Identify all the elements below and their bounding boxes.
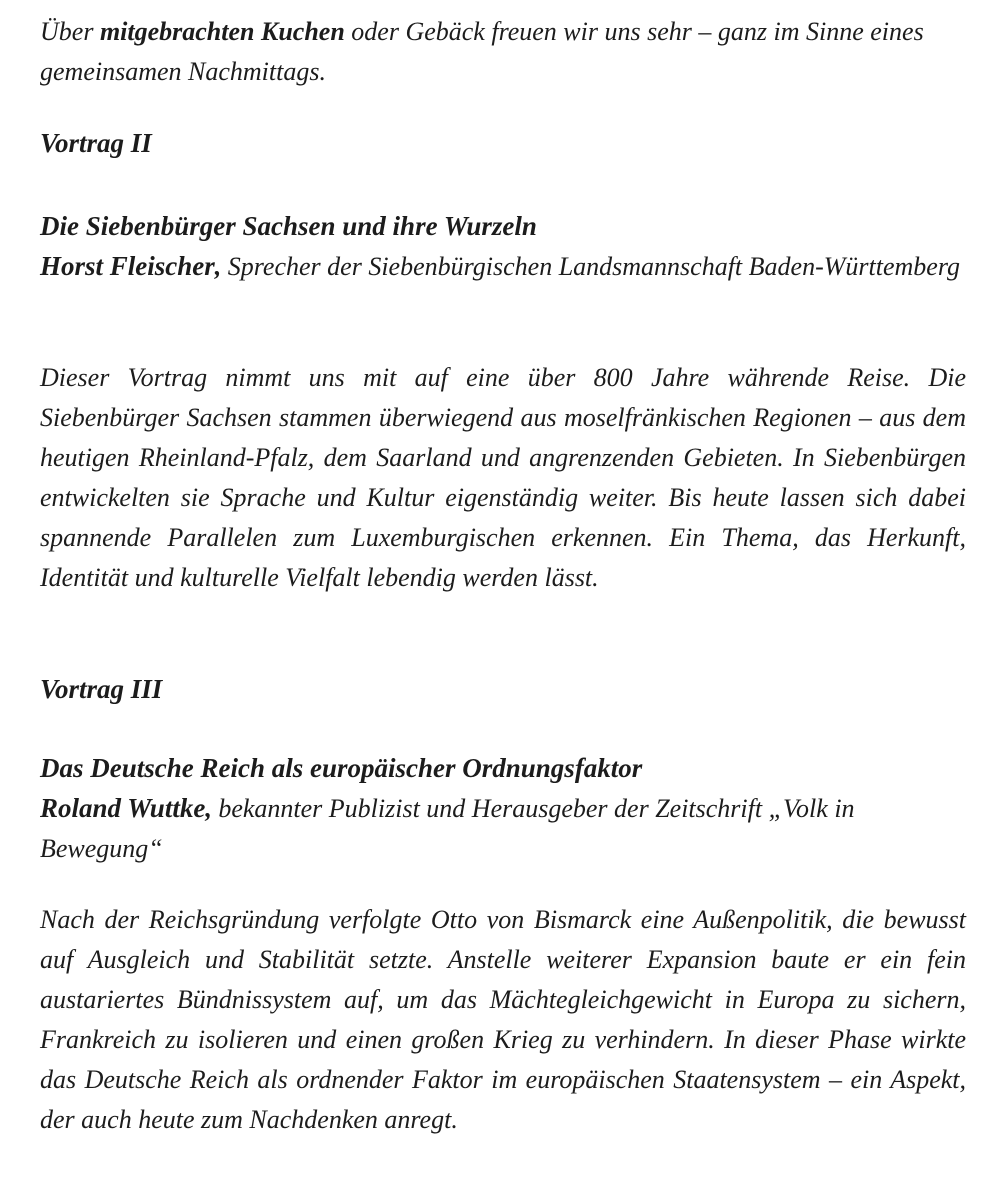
intro-before: Über — [40, 17, 100, 46]
talk-header-2 — [40, 206, 966, 287]
speaker-name: Roland Wuttke — [40, 793, 206, 823]
speaker-line — [40, 788, 966, 869]
talk-header-3 — [40, 748, 966, 869]
intro-text — [40, 12, 966, 92]
talk-section-3 — [40, 672, 966, 706]
speaker-role: bekannter Publizist und Herausgeber der Zeitschrift „Volk in Bewegung“ — [40, 794, 855, 863]
speaker-separator: , — [214, 252, 222, 281]
talk-title: Das Deutsche Reich als europäischer Ordnungsfaktor — [40, 753, 643, 783]
speaker-line — [40, 246, 966, 287]
talk-label: Vortrag III — [40, 674, 163, 704]
speaker-separator: , — [205, 794, 212, 823]
intro-after: oder Gebäck freuen wir uns sehr – ganz im Sinne eines gemeinsamen Nachmittags. — [40, 17, 924, 86]
speaker-role: Sprecher der Siebenbürgischen Landsmannschaft Baden-Württemberg — [221, 252, 960, 281]
talk-label: Vortrag II — [40, 128, 152, 158]
talk-description-3 — [40, 900, 966, 1140]
talk-title: Die Siebenbürger Sachsen und ihre Wurzeln — [40, 211, 537, 241]
talk-description: Dieser Vortrag nimmt uns mit auf eine über 800 Jahre währende Reise. Die Siebenbürger Sachsen stammen überwiegend aus moselfränkischen Regionen – aus dem heutigen Rheinland-Pfalz, dem Saarland und angrenzenden Gebieten. In Siebenbürgen entwickelten sie Sprache und Kultur eigenständig weiter. Bis heute lassen sich dabei spannende Parallelen zum Luxemburgischen erkennen. Ein Thema, das Herkunft, Identität und kulturelle Vielfalt lebendig werden lässt. — [40, 363, 966, 592]
intro-emphasis: mitgebrachten Kuchen — [99, 17, 345, 46]
intro-paragraph — [40, 12, 966, 92]
talk-description: Nach der Reichsgründung verfolgte Otto von Bismarck eine Außenpolitik, die bewusst auf Ausgleich und Stabilität setzte. Anstelle weiterer Expansion baute er ein fein austariertes Bündnissystem auf, um das Mächtegleichgewicht in Europa zu sichern, Frankreich zu isolieren und einen großen Krieg zu verhindern. In dieser Phase wirkte das Deutsche Reich als ordnender Faktor im europäischen Staatensystem – ein Aspekt, der auch heute zum Nachdenken anregt. — [40, 905, 966, 1134]
talk-section-2 — [40, 126, 966, 160]
speaker-name: Horst Fleischer — [40, 251, 215, 281]
talk-description-2 — [40, 358, 966, 598]
